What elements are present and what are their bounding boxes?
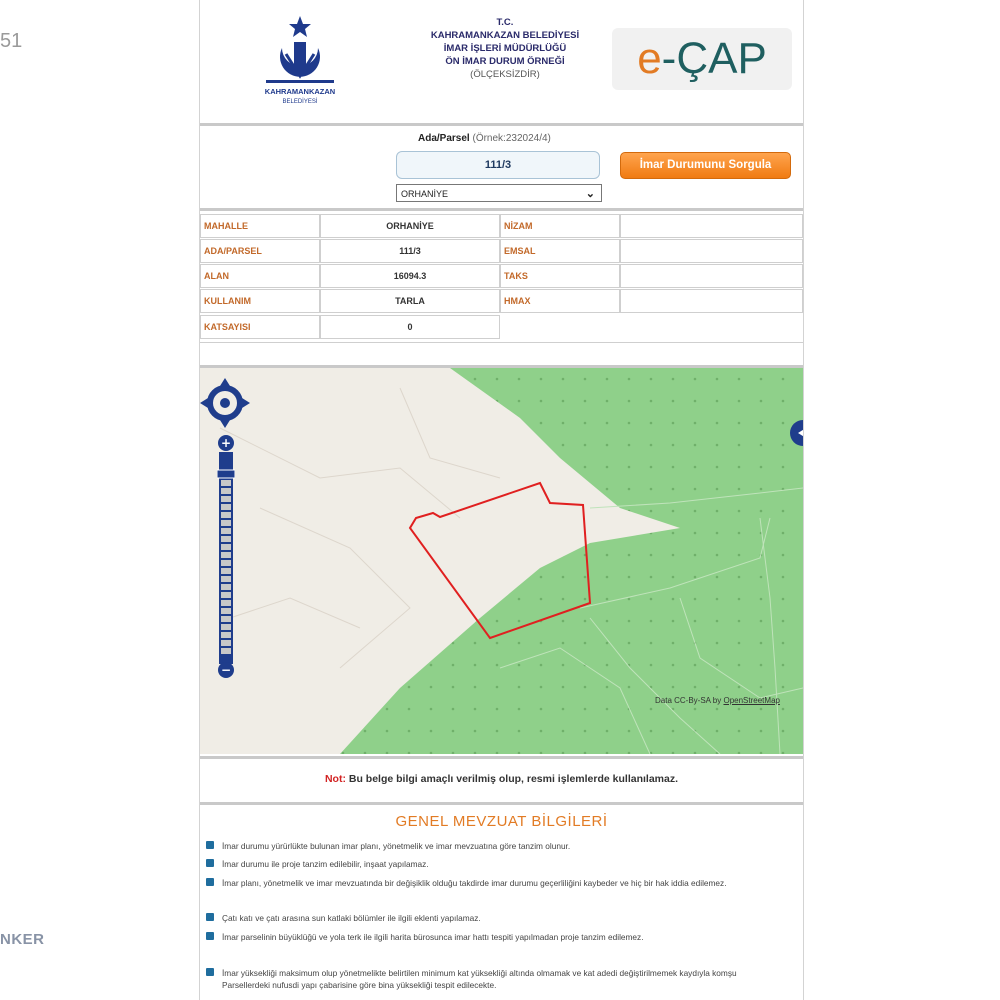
list-item-text: Çatı katı ve çatı arasına sun katlaki bölümler ile ilgili eklenti yapılamaz. (222, 913, 481, 923)
municipality-logo (260, 14, 340, 106)
info-value (620, 264, 803, 288)
header-title-block (395, 16, 615, 81)
info-label: ALAN (200, 264, 320, 288)
attribution-text: Data CC-By-SA by (655, 696, 722, 705)
zoom-bar (217, 434, 235, 680)
bullet-icon (206, 878, 214, 886)
header-line-document: ÖN İMAR DURUM ÖRNEĞİ (445, 56, 565, 67)
parcel-input[interactable]: 111/3 (396, 151, 600, 179)
zoom-handle (217, 470, 235, 478)
info-label: KATSAYISI (200, 315, 320, 339)
header-line-municipality: KAHRAMANKAZAN BELEDİYESİ (430, 30, 580, 41)
pan-center-icon (220, 398, 230, 408)
ecap-logo-e: e (637, 34, 662, 83)
table-row (200, 315, 803, 339)
chevron-down-icon: ⌄ (585, 188, 595, 200)
bullet-icon (206, 859, 214, 867)
info-table-footer (200, 342, 803, 368)
info-value (620, 239, 803, 263)
info-value: 0 (320, 315, 500, 339)
info-label: NİZAM (500, 214, 620, 238)
list-item-text: İmar durumu ile proje tanzim edilebilir, inşaat yapılamaz. (222, 859, 429, 869)
neighborhood-select-value: ORHANİYE (401, 189, 449, 199)
logo-subtitle: BELEDİYESİ (282, 99, 318, 105)
ecap-logo (612, 28, 792, 90)
regulation-title: GENEL MEVZUAT BİLGİLERİ (395, 813, 608, 830)
bullet-icon (206, 913, 214, 921)
note-text: Bu belge bilgi amaçlı verilmiş olup, resmi işlemlerde kullanılamaz. (348, 773, 679, 785)
list-item-text: İmar planı, yönetmelik ve imar mevzuatında bir değişiklik olduğu takdirde imar durumu geçerliliğini kaybeder ve hiç bir hak iddia edilemez. (222, 878, 727, 888)
info-value (620, 289, 803, 313)
list-item-text: İmar durumu yürürlükte bulunan imar planı, yönetmelik ve imar mevzuatına göre tanzim olunur. (222, 841, 571, 851)
edge-text-top: 51 (0, 30, 23, 52)
openstreetmap-link[interactable]: OpenStreetMap (723, 696, 780, 705)
zoom-slider[interactable] (217, 434, 235, 680)
info-label: MAHALLE (200, 214, 320, 238)
svg-text:+: + (220, 436, 232, 450)
query-zoning-button[interactable]: İmar Durumunu Sorgula (620, 152, 791, 179)
header-line-scale: (ÖLÇEKSİZDİR) (470, 69, 540, 80)
bullet-icon (206, 932, 214, 940)
header-line-tc: T.C. (496, 17, 514, 28)
table-row (200, 264, 803, 288)
parcel-label-hint: (Örnek:232024/4) (472, 133, 551, 144)
regulation-section (200, 803, 803, 1000)
neighborhood-select[interactable] (396, 184, 602, 202)
list-item-text: İmar yüksekliği maksimum olup yönetmelikte belirtilen minimum kat yüksekliği altında olmamak ve kat adedi değiştirilmemek kaydıyla komşu Parsellerdeki nufusdi yapı çabarisine göre bina yüksekliği tespit edilecekte. (222, 968, 737, 990)
svg-text:−: − (220, 663, 232, 677)
edge-text-bottom: NKER (0, 931, 45, 948)
disclaimer-note (200, 756, 803, 805)
info-label: HMAX (500, 289, 620, 313)
bullet-icon (206, 968, 214, 976)
bullet-icon (206, 841, 214, 849)
query-form (200, 126, 803, 211)
note-prefix: Not: (324, 773, 346, 785)
table-row (200, 214, 803, 238)
table-row (200, 239, 803, 263)
info-value: 16094.3 (320, 264, 500, 288)
map-attribution (655, 696, 780, 705)
municipality-emblem-icon (260, 14, 340, 106)
info-value: ORHANİYE (320, 214, 500, 238)
list-item-text: İmar parselinin büyüklüğü ve yola terk ile ilgili harita bürosunca imar hattı tespiti yapılmadan proje tanzim edilemez. (222, 932, 644, 942)
table-row (200, 289, 803, 313)
header-line-department: İMAR İŞLERİ MÜDÜRLÜĞÜ (443, 43, 567, 54)
parcel-query-label (418, 133, 551, 144)
parcel-label-text: Ada/Parsel (418, 133, 470, 144)
info-label: EMSAL (500, 239, 620, 263)
logo-title: KAHRAMANKAZAN (264, 87, 336, 96)
info-value: TARLA (320, 289, 500, 313)
info-label: TAKS (500, 264, 620, 288)
info-value (620, 214, 803, 238)
info-label: ADA/PARSEL (200, 239, 320, 263)
document-header (200, 0, 803, 126)
info-value: 111/3 (320, 239, 500, 263)
ecap-logo-rest: -ÇAP (661, 34, 767, 83)
info-label: KULLANIM (200, 289, 320, 313)
document-page (199, 0, 804, 1000)
